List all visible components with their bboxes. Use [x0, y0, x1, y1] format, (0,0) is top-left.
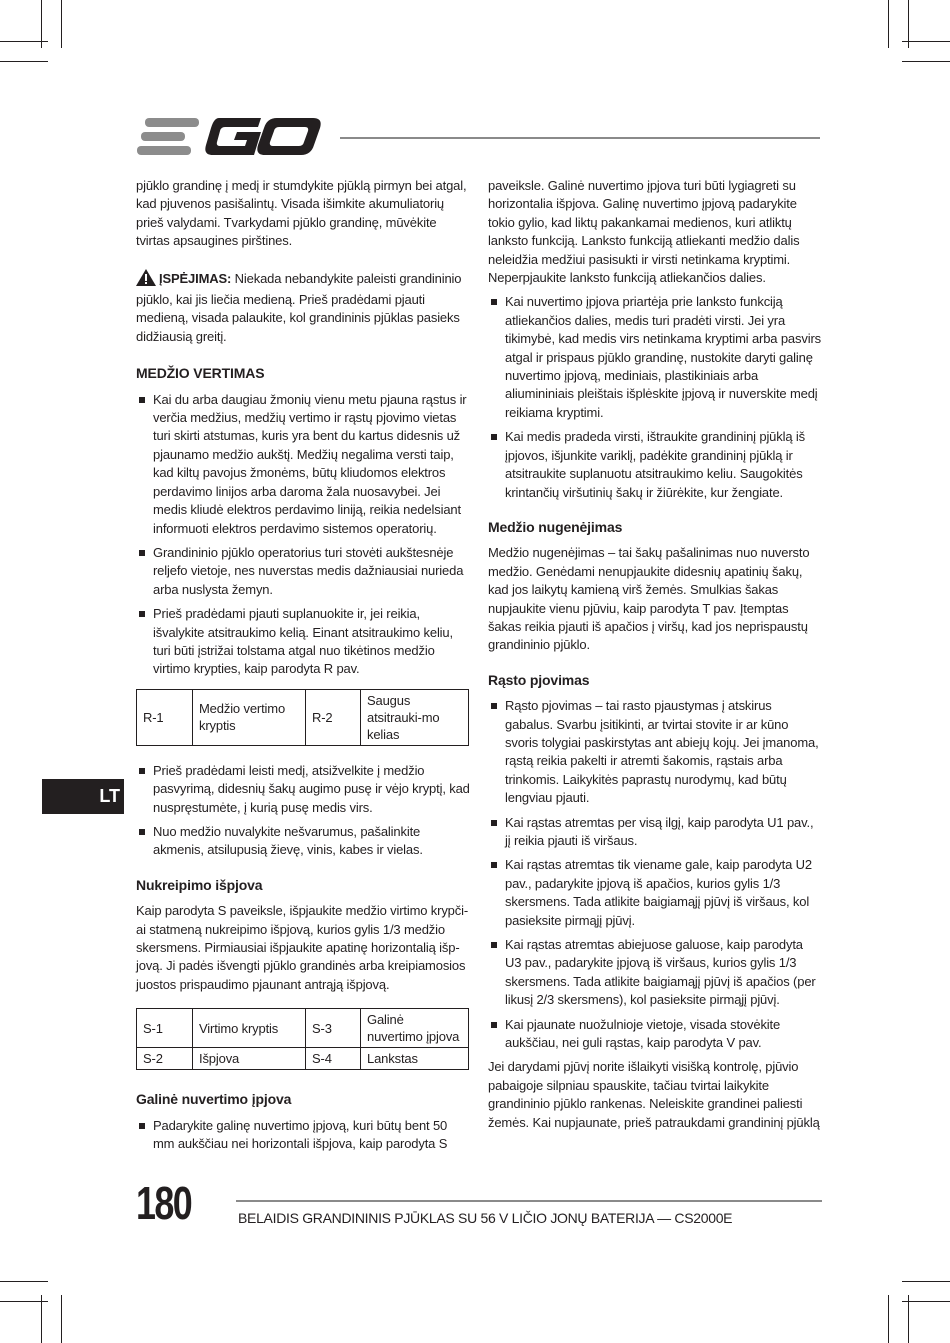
warning-triangle-icon — [136, 269, 156, 291]
ego-logo — [137, 116, 322, 158]
limbing-paragraph: Medžio nugenėjimas – tai šakų pašalinimas nuo nuversto medžio. Genėdami nenupjaukite didesnių apatinių šakų, kad jos laikytų kamieną virš žemės. Smulkias šakas nupjaukite vienu pjūviu, kaip parodyta T pav. Įtemptas šakas reikia pjauti iš apačios į viršų, kad jos neprispaustų grandininio pjūklo. — [488, 545, 810, 653]
table-row — [137, 1009, 469, 1048]
table-cell: R-1 — [137, 689, 193, 745]
crop-mark — [0, 41, 48, 42]
notch-paragraph: Kaip parodyta S paveiksle, išpjaukite medžio virtimo krypči-ai statmeną nukreipimo išpjovą, kurios gylis 1/3 medžio skersmens. Pirmiausiai išpjaukite apatinę horizontalią išp-jovą. Ji padės išvengti pjūklo grandinės arba kreipiamosios juostos prispaudimo pjaunant antrąją išpjovą. — [136, 903, 469, 992]
intro-paragraph: pjūklo grandinę į medį ir stumdykite pjūklą pirmyn bei atgal, kad pjuvenos pasišalintų. Visada išimkite akumuliatorių prieš valydami. Tvarkydami pjūklo grandinę, mūvėkite tvirtas apsaugines pirštines. — [136, 178, 467, 249]
table-cell: Medžio vertimo kryptis — [193, 689, 306, 745]
crop-mark — [0, 61, 48, 62]
warning-text: Niekada nebandykite paleisti grandininio pjūklo, kai jis liečia medieną. Prieš pradėdami pjauti medieną, visada palaukite, kol grandininis pjūklas pasieks didžiausią greitį. — [136, 270, 462, 344]
list-item: Kai pjaunate nuožulnioje vietoje, visada stovėkite aukščiau, nei guli rąstas, kaip parodyta V pav. — [488, 1016, 822, 1053]
footer-title: BELAIDIS GRANDININIS PJŪKLAS SU 56 V LIČIO JONŲ BATERIJA — CS2000E — [238, 1210, 733, 1226]
crop-mark — [888, 1295, 889, 1343]
footer-rule — [236, 1200, 822, 1202]
table-cell: Saugus atsitrauki-mo kelias — [361, 689, 469, 745]
list-item: Prieš pradėdami leisti medį, atsižvelkite į medžio pasvyrimą, didesnių šakų augimo pusę ir vėjo kryptį, kad nuspręstumėte, į kurią pusę medis virs. — [136, 762, 470, 817]
crop-mark — [0, 1301, 48, 1302]
bucking-heading: Rąsto pjovimas — [488, 671, 590, 688]
list-item: Kai nuvertimo įpjova priartėja prie lanksto funkciją atliekančios dalies, medis turi pradėti virsti. Jei yra tikimybė, kad medis virs netinkama kryptimi arba pasvirs atgal ir prispaus pjūklo grandinę, nustokite daryti galinę nuvertimo įpjovą, mediniais, plastikiniais arba aliumininiais pleištais išplėskite įpjovą ir nuverskite medį reikiama kryptimi. — [488, 293, 822, 422]
header-rule — [340, 137, 820, 139]
list-item: Grandininio pjūklo operatorius turi stovėti aukštesnėje reljefo vietoje, nes nuverstas medis dažniausiai nurieda arba nuslysta žemyn. — [136, 544, 470, 599]
list-item: Kai rąstas atremtas tik viename gale, kaip parodyta U2 pav., padarykite įpjovą iš apačios, kurios gylis 1/3 skersmens. Tada atlikite baigiamąjį pjūvį iš viršaus, kol pasieksite pirmąjį pjūvį. — [488, 856, 822, 930]
felling-heading: MEDŽIO VERTIMAS — [136, 365, 265, 382]
warning-label: ĮSPĖJIMAS: — [159, 270, 232, 286]
list-item: Kai rąstas atremtas abiejuose galuose, kaip parodyta U3 pav., padarykite įpjovą iš viršaus, kurios gylis 1/3 skersmens. Tada atlikite baigiamąjį pjūvį iš apačios (per likusį 2/3 skersmens), kol pasieksite pirmąjį pjūvį. — [488, 936, 822, 1010]
table-cell: Lankstas — [361, 1048, 469, 1070]
list-item: Kai rąstas atremtas per visą ilgį, kaip parodyta U1 pav., jį reikia pjauti iš viršaus. — [488, 814, 822, 851]
r-table-wrap — [136, 689, 470, 746]
table-cell: S-4 — [306, 1048, 361, 1070]
crop-mark — [0, 1281, 48, 1282]
left-column — [136, 177, 470, 1159]
crop-mark — [41, 1295, 42, 1343]
back-cut-heading: Galinė nuvertimo įpjova — [136, 1091, 292, 1108]
list-item: Padarykite galinę nuvertimo įpjovą, kuri būtų bent 50 mm aukščiau nei horizontali išpjova, kaip parodyta S — [136, 1117, 470, 1154]
warning-block — [136, 269, 470, 347]
right-column — [488, 177, 822, 1132]
crop-mark — [902, 1301, 950, 1302]
felling-list — [136, 391, 470, 679]
list-item: Nuo medžio nuvalykite nešvarumus, pašalinkite akmenis, atsilupusią žievę, vinis, kabes ir vielas. — [136, 823, 470, 860]
table-row — [137, 1048, 469, 1070]
limbing-heading: Medžio nugenėjimas — [488, 518, 623, 535]
closing-paragraph: Jei darydami pjūvį norite išlaikyti visišką kontrolę, pjūvio pabaigoje silpniau spauskite, tačiau tvirtai laikykite grandininio pjūklo rankenas. Neleiskite grandinei paliesti žemės. Kai nupjaunate, prieš patraukdami grandininį pjūklą — [488, 1059, 820, 1130]
s-table-wrap — [136, 1008, 470, 1070]
crop-mark — [902, 1281, 950, 1282]
table-cell: Galinė nuvertimo įpjova — [361, 1009, 469, 1048]
table-cell: S-1 — [137, 1009, 193, 1048]
table-row — [137, 689, 469, 745]
list-item: Prieš pradėdami pjauti suplanuokite ir, jei reikia, išvalykite atsitraukimo kelią. Einant atsitraukimo keliu, turi būti įstrižai tolstama atgal nuo tikėtinos medžio virtimo krypties, kaip parodyta R pav. — [136, 605, 470, 679]
list-item: Kai medis pradeda virsti, ištraukite grandininį pjūklą iš įpjovos, išjunkite variklį, padėkite grandininį pjūklą ir atsitraukite suplanuotu atsitraukimo keliu. Saugokitės krintančių viršutinių šakų ir žiūrėkite, kur žengiate. — [488, 428, 822, 502]
back-cut-list — [136, 1117, 470, 1154]
crop-mark — [61, 0, 62, 48]
list-item: Kai du arba daugiau žmonių vienu metu pjauna rąstus ir verčia medžius, medžių vertimo ir rąstų pjovimo vietas turi skirti atstumas, kuris yra bent du kartus didesnis už pjaunamo medžio aukštį. Medžių negalima versti taip, kad kiltų pavojus žmonėms, būtų kliudomos elektros perdavimo linijos arba daroma žala nuosavybei. Jei medis kliudė elektros perdavimo liniją, reikia nedelsiant informuoti elektros perdavimo sistemos operatorių. — [136, 391, 470, 538]
table-cell: R-2 — [306, 689, 361, 745]
r-reference-table — [136, 689, 469, 746]
crop-mark — [902, 41, 950, 42]
crop-mark — [908, 1295, 909, 1343]
table-cell: Virtimo kryptis — [193, 1009, 306, 1048]
page-number: 180 — [136, 1177, 192, 1229]
bucking-list — [488, 697, 822, 1052]
crop-mark — [902, 61, 950, 62]
felling-list-2 — [136, 762, 470, 860]
table-cell: S-2 — [137, 1048, 193, 1070]
crop-mark — [888, 0, 889, 48]
language-tab: LT — [42, 779, 124, 814]
table-cell: S-3 — [306, 1009, 361, 1048]
s-reference-table — [136, 1008, 469, 1070]
table-cell: Išpjova — [193, 1048, 306, 1070]
notch-heading: Nukreipimo išpjova — [136, 876, 263, 893]
continued-paragraph: paveiksle. Galinė nuvertimo įpjova turi būti lygiagreti su horizontalia išpjova. Galinę nuvertimo įpjovą padarykite tokio gylio, kad liktų pakankamai medienos, kuri atliktų lankstо funkciją. Lanksto funkciją atliekanti medžio dalis neleidžia medžiui pasisukti ir virsti netinkama kryptimi. Neperpjaukite lanksto funkciją atliekančios dalies. — [488, 178, 800, 286]
back-cut-list-2 — [488, 293, 822, 501]
crop-mark — [61, 1295, 62, 1343]
list-item: Rąsto pjovimas – tai rasto pjaustymas į atskirus gabalus. Svarbu įsitikinti, ar tvirtai stovite ir ar kūno svoris tolygiai paskirstytas ant abiejų kojų. Jei įmanoma, rąstą reikia pakelti ir atremti šakomis, rąstais arba trinkomis. Laikykitės paprastų nurodymų, kad būtų lengviau pjauti. — [488, 697, 822, 807]
